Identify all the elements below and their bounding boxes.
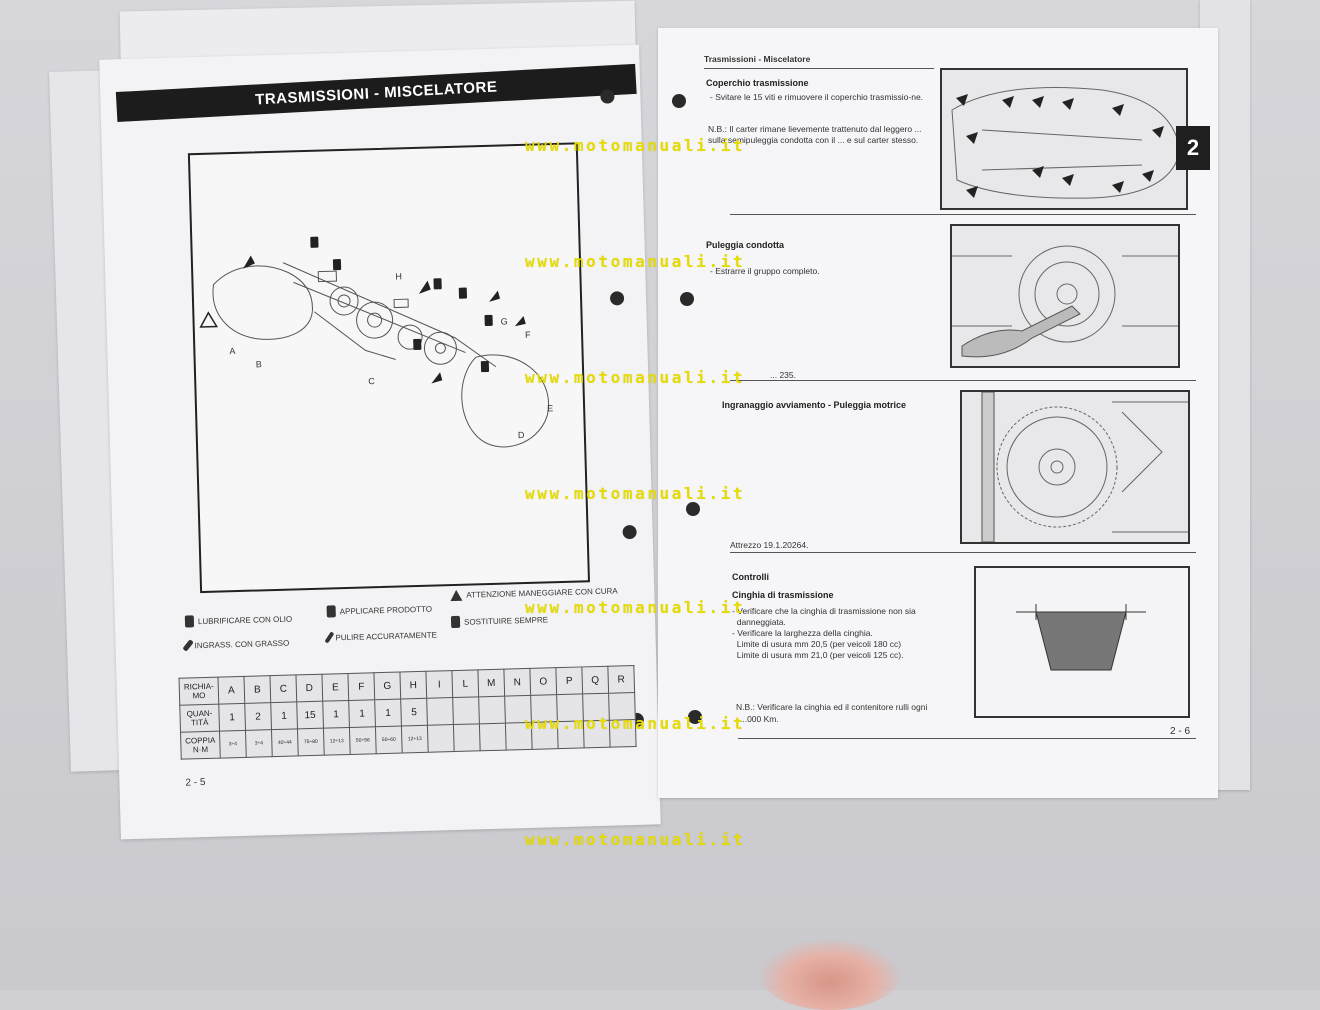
table-cell: E (322, 673, 349, 701)
table-cell: 2 (245, 703, 272, 731)
legend-apply (327, 603, 433, 618)
section-rule (730, 214, 1196, 215)
table-cell: 12÷13 (323, 727, 350, 755)
legend-label: ATTENZIONE MANEGGIARE CON CURA (466, 586, 618, 600)
punch-hole (680, 292, 694, 306)
table-cell (479, 723, 506, 751)
legend-label: SOSTITUIRE SEMPRE (463, 614, 549, 627)
replace-part-icon (451, 616, 460, 628)
part-label: H (395, 271, 403, 282)
page-number: 2 - 6 (1170, 726, 1191, 737)
step-text: - Svitare le 15 viti e rimuovere il coperchio trasmissio-ne. (710, 92, 924, 102)
table-cell: L (452, 670, 479, 698)
table-cell: D (296, 674, 323, 702)
table-cell: Q (582, 666, 609, 694)
watermark: www.motomanuali.it (525, 368, 746, 387)
torque-spec-table (179, 665, 637, 760)
tool-text: ... 235. (770, 370, 796, 380)
punch-hole (622, 525, 636, 539)
starter-gear-figure (960, 390, 1190, 544)
row-header: COPPIA N·M (181, 731, 221, 759)
table-cell: O (530, 668, 557, 696)
table-cell: H (400, 671, 427, 699)
starter-gear-drawing (962, 392, 1188, 542)
table-cell: 15 (297, 701, 324, 729)
page-number: 2 - 5 (185, 777, 206, 789)
section-rule (730, 380, 1196, 381)
watermark: www.motomanuali.it (525, 830, 746, 849)
part-label: G (500, 316, 508, 327)
part-label: D (517, 429, 525, 441)
brush-icon (324, 631, 334, 643)
punch-hole (610, 291, 624, 305)
cover-screws-figure (940, 68, 1188, 210)
driven-pulley-figure (950, 224, 1180, 368)
watermark: www.motomanuali.it (525, 598, 746, 617)
table-cell: R (608, 665, 635, 693)
table-cell: 75÷80 (297, 728, 324, 756)
driven-pulley-drawing (952, 226, 1178, 366)
table-cell (479, 696, 506, 724)
table-cell: I (426, 671, 453, 699)
punch-hole (686, 502, 700, 516)
check-line: danneggiata. (732, 617, 786, 627)
punch-hole (600, 89, 614, 103)
finger-blur (760, 940, 900, 1010)
part-label: A (229, 346, 236, 357)
belt-cross-section-drawing (976, 568, 1188, 716)
legend-label: APPLICARE PRODOTTO (339, 604, 433, 616)
row-header: RICHIA-MO (179, 677, 219, 705)
part-label: C (368, 376, 375, 387)
check-line: - Verificare che la cinghia di trasmissione non sia (732, 606, 916, 616)
section-rule (730, 552, 1196, 553)
table-cell: A (218, 676, 245, 704)
table-cell (427, 698, 454, 726)
table-cell: N (504, 668, 531, 696)
legend-label: PULIRE ACCURATAMENTE (335, 629, 438, 642)
section-rule (738, 738, 1196, 739)
section-title: Puleggia condotta (706, 240, 785, 250)
section-banner: TRASMISSIONI - MISCELATORE (116, 64, 637, 122)
table-cell: G (374, 672, 401, 700)
section-subtitle: Cinghia di trasmissione (732, 590, 834, 600)
part-label: E (546, 403, 554, 414)
table-cell: 3÷4 (220, 730, 247, 758)
note-text: N.B.: Verificare la cinghia ed il contenitore rulli ogni (736, 702, 928, 712)
table-cell: F (348, 673, 375, 701)
cover-screws-drawing (942, 70, 1186, 208)
table-cell: 1 (323, 700, 350, 728)
section-title: Coperchio trasmissione (706, 78, 809, 88)
chapter-tab: 2 (1176, 126, 1210, 170)
table-cell (453, 697, 480, 725)
section-title: Ingranaggio avviamento - Puleggia motrice (722, 400, 907, 410)
note-text: ...000 Km. (740, 714, 779, 724)
legend-clean (327, 628, 437, 643)
row-header: QUAN-TITÀ (180, 704, 220, 732)
tool-text: Attrezzo 19.1.20264. (730, 540, 809, 550)
running-header: Trasmissioni - Miscelatore (704, 54, 811, 64)
table-cell: 1 (375, 699, 402, 727)
part-label: B (255, 359, 262, 370)
note-text: N.B.: Il carter rimane lievemente trattenuto dal leggero ... sulla semipuleggia condotta con il ... e sul carter stesso. (708, 124, 922, 145)
table-cell: 3÷4 (245, 730, 272, 758)
oil-can-icon (185, 615, 194, 627)
table-cell: 40÷44 (271, 729, 298, 757)
table-cell: 50÷60 (375, 726, 402, 754)
watermark: www.motomanuali.it (525, 252, 746, 271)
header-rule (704, 68, 934, 69)
table-cell: 12÷13 (401, 725, 428, 753)
table-cell: P (556, 667, 583, 695)
table-cell: 1 (219, 703, 246, 731)
belt-section-figure (974, 566, 1190, 718)
table-cell: M (478, 669, 505, 697)
product-bottle-icon (327, 605, 336, 617)
table-cell (427, 725, 454, 753)
table-cell: 1 (271, 702, 298, 730)
table-cell: 1 (349, 700, 376, 728)
check-line: Limite di usura mm 21,0 (per veicoli 125 cc). (732, 650, 904, 660)
legend-label: LUBRIFICARE CON OLIO (197, 614, 293, 626)
legend-label: INGRASS. CON GRASSO (194, 638, 290, 650)
table-cell: 50÷56 (349, 727, 376, 755)
legend-grease (185, 637, 289, 652)
table-cell: B (244, 676, 271, 704)
punch-hole (672, 94, 686, 108)
warning-triangle-icon (450, 590, 462, 601)
section-title: Controlli (732, 572, 769, 582)
check-line: Limite di usura mm 20,5 (per veicoli 180 cc) (732, 639, 902, 649)
part-label: F (524, 329, 531, 340)
watermark: www.motomanuali.it (525, 484, 746, 503)
step-text: - Estrarre il gruppo completo. (710, 266, 820, 276)
legend-lubricate (185, 613, 293, 628)
table-cell: C (270, 675, 297, 703)
table-cell (453, 724, 480, 752)
watermark: www.motomanuali.it (525, 714, 746, 733)
watermark: www.motomanuali.it (525, 136, 746, 155)
table-cell: 5 (401, 698, 428, 726)
grease-gun-icon (182, 639, 193, 652)
check-line: - Verificare la larghezza della cinghia. (732, 628, 873, 638)
